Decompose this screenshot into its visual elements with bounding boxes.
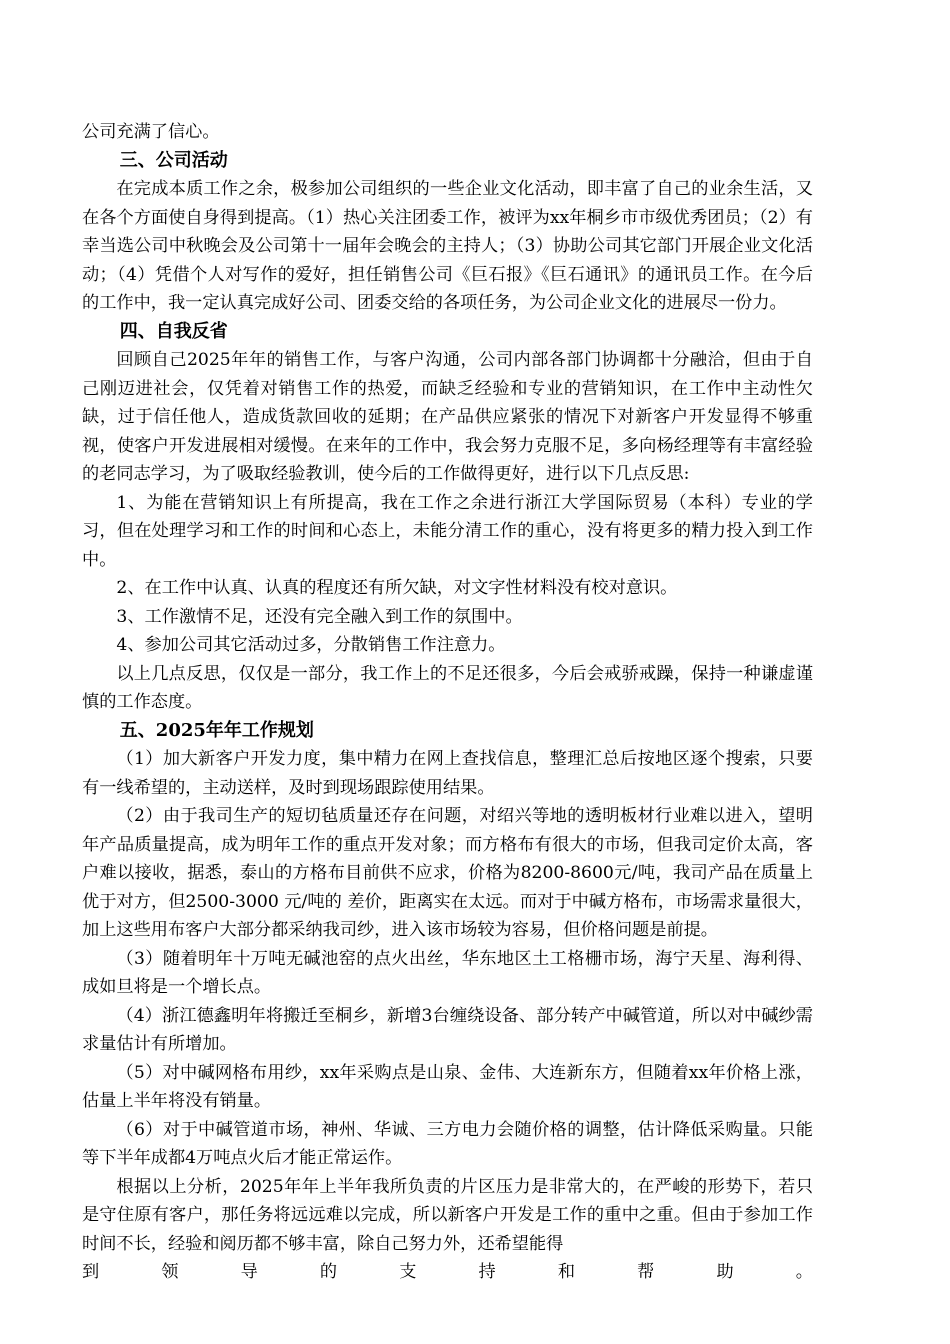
paragraph-reflection-2: 2、在工作中认真、认真的程度还有所欠缺，对文字性材料没有校对意识。 xyxy=(116,578,678,598)
section-heading-activities: 三、公司活动 xyxy=(119,149,228,171)
paragraph-activities: 在完成本质工作之余，极参加公司组织的一些企业文化活动，即丰富了自己的业余生活，又在各个方面使自身得到提高。（1）热心关注团委工作，被评为xx年桐乡市市级优秀团员；（2）有幸当选公司中秋晚会及公司第十一届年会晚会的主持人；（3）协助公司其它部门开展企业文化活动；（4）凭借个人对写作的爱好，担任销售公司《巨石报》《巨石通讯》的通讯员工作。在今后的工作中，我一定认真完成好公司、团委交给的各项任务，为公司企业文化的进展尽一份力。 xyxy=(82,179,813,313)
paragraph-plan-6: （6）对于中碱管道市场，神州、华诚、三方电力会随价格的调整，估计降低采购量。只能等下半年成都4万吨点火后才能正常运作。 xyxy=(82,1119,813,1168)
paragraph-reflection-3: 3、工作激情不足，还没有完全融入到工作的氛围中。 xyxy=(116,606,523,627)
paragraph-reflection-1: 1、为能在营销知识上有所提高，我在工作之余进行浙江大学国际贸易（本科）专业的学习，但在处理学习和工作的时间和心态上，未能分清工作的重心，没有将更多的精力投入到工作中。 xyxy=(82,492,813,570)
paragraph-plan-4: （4）浙江德鑫明年将搬迁至桐乡，新增3台缠绕设备、部分转产中碱管道，所以对中碱纱需求量估计有所增加。 xyxy=(82,1005,813,1054)
paragraph-plan-1: （1）加大新客户开发力度，集中精力在网上查找信息，整理汇总后按地区逐个搜索，只要有一线希望的，主动送样，及时到现场跟踪使用结果。 xyxy=(82,749,813,798)
paragraph-reflection-intro: 回顾自己2025年年的销售工作，与客户沟通，公司内部各部门协调都十分融洽，但由于自己刚迈进社会，仅凭着对销售工作的热爱，而缺乏经验和专业的营销知识，在工作中主动性欠缺，过于信任他人，造成货款回收的延期；在产品供应紧张的情况下对新客户开发显得不够重视，使客户开发进展相对缓慢。在来年的工作中，我会努力克服不足，多向杨经理等有丰富经验的老同志学习，为了吸取经验教训，使今后的工作做得更好，进行以下几点反思: xyxy=(82,350,813,484)
paragraph-plan-2: （2）由于我司生产的短切毡质量还存在问题，对绍兴等地的透明板材行业难以进入，望明年产品质量提高，成为明年工作的重点开发对象；而方格布有很大的市场，但我司定价太高，客户难以接收，据悉，泰山的方格布目前供不应求，价格为8200-8600元/吨，我司产品在质量上优于对方，但2500-3000 元/吨的 差价，距离实在太远。而对于中碱方格布，市场需求量很大，加上这些用布客户大部分都采纳我司纱，进入该市场较为容易，但价格问题是前提。 xyxy=(82,806,813,940)
paragraph-plan-5: （5）对中碱网格布用纱，xx年采购点是山泉、金伟、大连新东方，但随着xx年价格上涨，估量上半年将没有销量。 xyxy=(82,1062,813,1111)
section-heading-work-plan: 五、2025年年工作规划 xyxy=(119,719,314,741)
paragraph-plan-3: （3）随着明年十万吨无碱池窑的点火出丝，华东地区土工格栅市场，海宁天星、海利得、成如旦将是一个增长点。 xyxy=(82,948,813,997)
paragraph-continuation: 公司充满了信心。 xyxy=(82,122,220,142)
paragraph-reflection-4: 4、参加公司其它活动过多，分散销售工作注意力。 xyxy=(116,635,506,655)
section-heading-self-reflection: 四、自我反省 xyxy=(119,320,228,342)
paragraph-reflection-summary: 以上几点反思，仅仅是一部分，我工作上的不足还很多，今后会戒骄戒躁，保持一种谦虚谨慎的工作态度。 xyxy=(82,663,813,712)
paragraph-closing-line: 到领导的支持和帮助。 xyxy=(82,1262,813,1282)
paragraph-analysis: 根据以上分析，2025年年上半年我所负责的片区压力是非常大的，在严峻的形势下，若只是守住原有客户，那任务将远远难以完成，所以新客户开发是工作的重中之重。但由于参加工作时间不长，经验和阅历都不够丰富，除自己努力外，还希望能得 xyxy=(82,1176,813,1254)
